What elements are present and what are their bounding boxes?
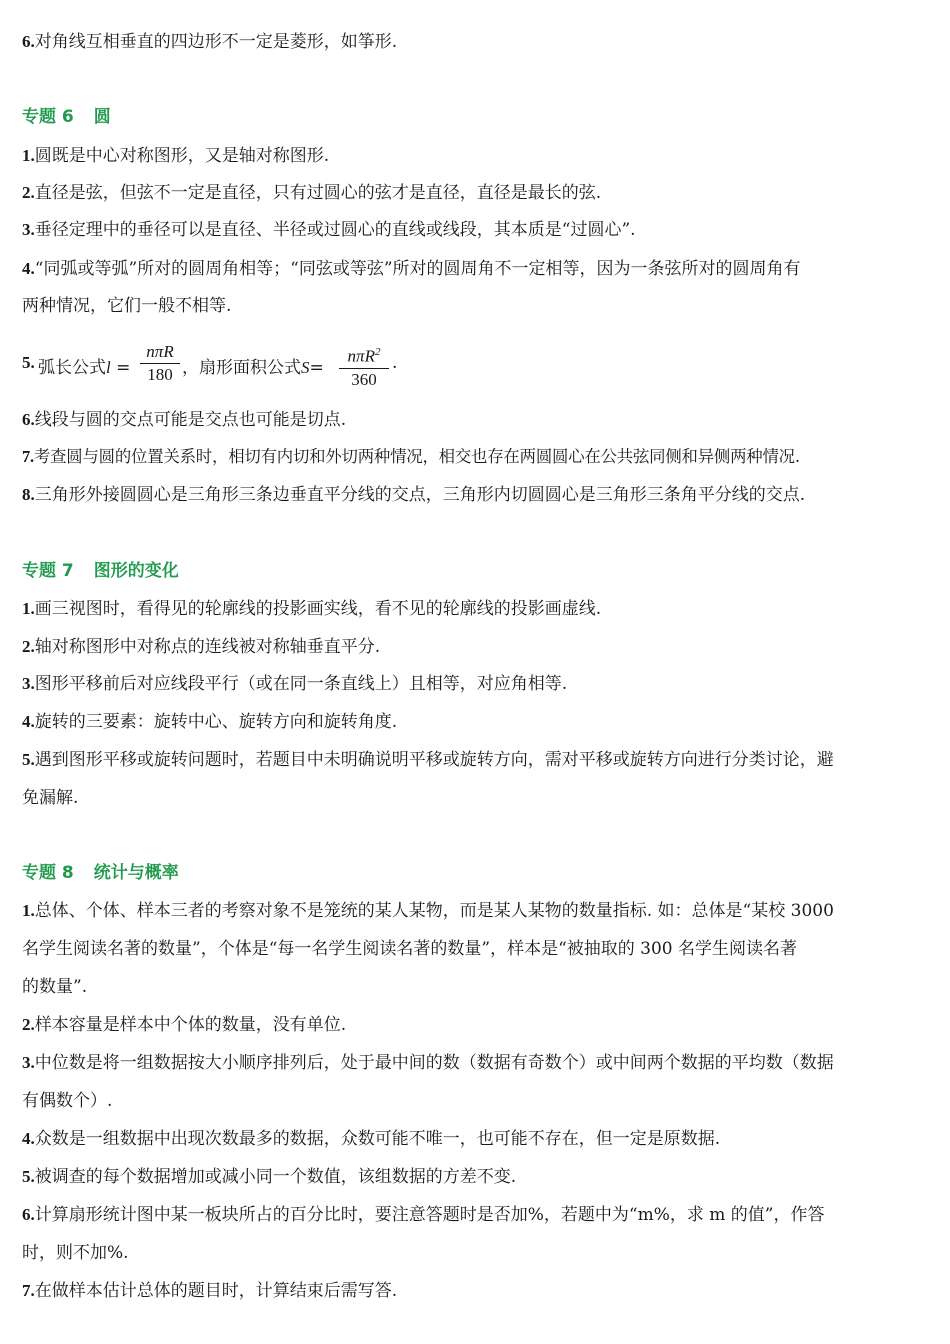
item-text: 三角形外接圆圆心是三角形三条边垂直平分线的交点，三角形内切圆圆心是三角形三条角平分线的交点. [34, 485, 806, 505]
item-number: 4. [22, 259, 35, 278]
list-item-continuation: 有偶数个）. [22, 1091, 113, 1111]
item-number: 4. [22, 1129, 35, 1148]
item-text: 遇到图形平移或旋转问题时，若题目中未明确说明平移或旋转方向，需对平移或旋转方向进行分类讨论，避 [34, 750, 834, 770]
list-item [22, 598, 930, 620]
item-number: 3. [22, 674, 35, 693]
item-number: 1. [22, 146, 35, 165]
list-item [22, 749, 930, 771]
list-item [22, 219, 930, 241]
sector-area-fraction [339, 342, 389, 390]
item-text: 众数是一组数据中出现次数最多的数据，众数可能不唯一，也可能不存在，但一定是原数据. [34, 1129, 721, 1149]
section-heading [22, 106, 111, 128]
list-item [22, 1204, 930, 1226]
item-number: 7. [22, 1281, 35, 1300]
item-text: 在做样本估计总体的题目时，计算结束后需写答. [34, 1281, 398, 1301]
list-item [22, 1128, 930, 1150]
item-text: 对角线互相垂直的四边形不一定是菱形，如筝形. [34, 32, 398, 52]
list-item [22, 1052, 930, 1074]
item-number: 2. [22, 183, 35, 202]
equals-sign: = [110, 358, 131, 378]
section-title: 统计与概率 [93, 863, 179, 883]
list-item-continuation: 名学生阅读名著的数量”，个体是“每一名学生阅读名著的数量”，样本是“被抽取的 300 名学生阅读名著 [22, 939, 798, 959]
item-number: 2. [22, 1015, 35, 1034]
list-item [22, 182, 930, 204]
item-number: 6. [22, 410, 35, 429]
section-title: 圆 [93, 107, 111, 127]
list-item [22, 673, 930, 695]
section-number: 专题 7 [22, 561, 74, 581]
section-heading [22, 560, 179, 582]
item-text: 图形平移前后对应线段平行（或在同一条直线上）且相等，对应角相等. [34, 674, 568, 694]
formula-label: ，扇形面积公式 [182, 358, 301, 378]
list-item [22, 31, 930, 53]
item-text: 样本容量是样本中个体的数量，没有单位. [34, 1015, 347, 1035]
section-number: 专题 8 [22, 863, 74, 883]
denominator: 180 [147, 365, 173, 384]
section-heading [22, 862, 179, 884]
exponent: 2 [374, 346, 381, 358]
item-text: 中位数是将一组数据按大小顺序排列后，处于最中间的数（数据有奇数个）或中间两个数据的平均数（数据 [34, 1053, 834, 1073]
formula-variable: S [301, 358, 310, 377]
item-number: 4. [22, 712, 35, 731]
item-text: 考查圆与圆的位置关系时，相切有内切和外切两种情况，相交也存在两圆圆心在公共弦同侧和异侧两种情况. [33, 447, 800, 466]
list-item [22, 484, 930, 506]
item-text: 直径是弦，但弦不一定是直径，只有过圆心的弦才是直径，直径是最长的弦. [34, 183, 602, 203]
item-text: 线段与圆的交点可能是交点也可能是切点. [34, 410, 347, 430]
list-item-continuation: 的数量”. [22, 977, 88, 997]
item-number: 8. [22, 485, 35, 504]
item-number: 6. [22, 1205, 35, 1224]
arc-length-fraction [140, 342, 180, 385]
item-number: 5. [22, 750, 35, 769]
list-item [22, 1014, 930, 1036]
list-item [22, 409, 930, 431]
denominator: 360 [351, 369, 377, 389]
item-text: 被调查的每个数据增加或减小同一个数值，该组数据的方差不变. [34, 1167, 517, 1187]
item-text: 轴对称图形中对称点的连线被对称轴垂直平分. [34, 637, 381, 657]
item-number: 2. [22, 637, 35, 656]
item-text: 垂径定理中的垂径可以是直径、半径或过圆心的直线或线段，其本质是“过圆心”. [34, 220, 636, 240]
item-text: “同弧或等弧”所对的圆周角相等；“同弦或等弦”所对的圆周角不一定相等，因为一条弦所对的圆周角有 [34, 259, 801, 279]
list-item [22, 145, 930, 167]
list-item-continuation: 时，则不加%. [22, 1243, 129, 1263]
list-item-continuation: 免漏解. [22, 788, 79, 808]
list-item [22, 900, 930, 922]
item-text: 计算扇形统计图中某一板块所占的百分比时，要注意答题时是否加%，若题中为“m%，求 m 的值”，作答 [34, 1205, 825, 1225]
list-item [22, 258, 930, 280]
equals-sign: = [309, 358, 324, 378]
list-item [22, 446, 930, 468]
list-item [22, 636, 930, 658]
item-number: 5. [22, 1167, 35, 1186]
numerator: nπR$^2$ [347, 346, 381, 366]
fraction-bar [339, 368, 389, 369]
item-text: 圆既是中心对称图形，又是轴对称图形. [34, 146, 330, 166]
item-number: 5. [22, 353, 35, 372]
section-title: 图形的变化 [93, 561, 179, 581]
list-item [22, 1280, 930, 1302]
item-number: 1. [22, 901, 35, 920]
list-item [22, 711, 930, 733]
formula-variable: l [106, 358, 111, 377]
list-item [22, 1166, 930, 1188]
item-number: 6. [22, 32, 35, 51]
section-number: 专题 6 [22, 107, 74, 127]
item-text: 画三视图时，看得见的轮廓线的投影画实线，看不见的轮廓线的投影画虚线. [34, 599, 602, 619]
list-item-continuation: 两种情况，它们一般不相等. [22, 296, 232, 316]
item-number: 3. [22, 1053, 35, 1072]
item-number: 3. [22, 220, 35, 239]
formula-label: 弧长公式 [38, 358, 106, 378]
fraction-bar [140, 363, 180, 364]
item-text: 旋转的三要素：旋转中心、旋转方向和旋转角度. [34, 712, 398, 732]
numerator: nπR [146, 342, 174, 361]
item-text: 总体、个体、样本三者的考察对象不是笼统的某人某物，而是某人某物的数量指标. 如：总体是“某校 3000 [34, 901, 834, 921]
formula-end: . [392, 353, 398, 373]
item-number: 7. [22, 447, 34, 466]
item-number: 1. [22, 599, 35, 618]
